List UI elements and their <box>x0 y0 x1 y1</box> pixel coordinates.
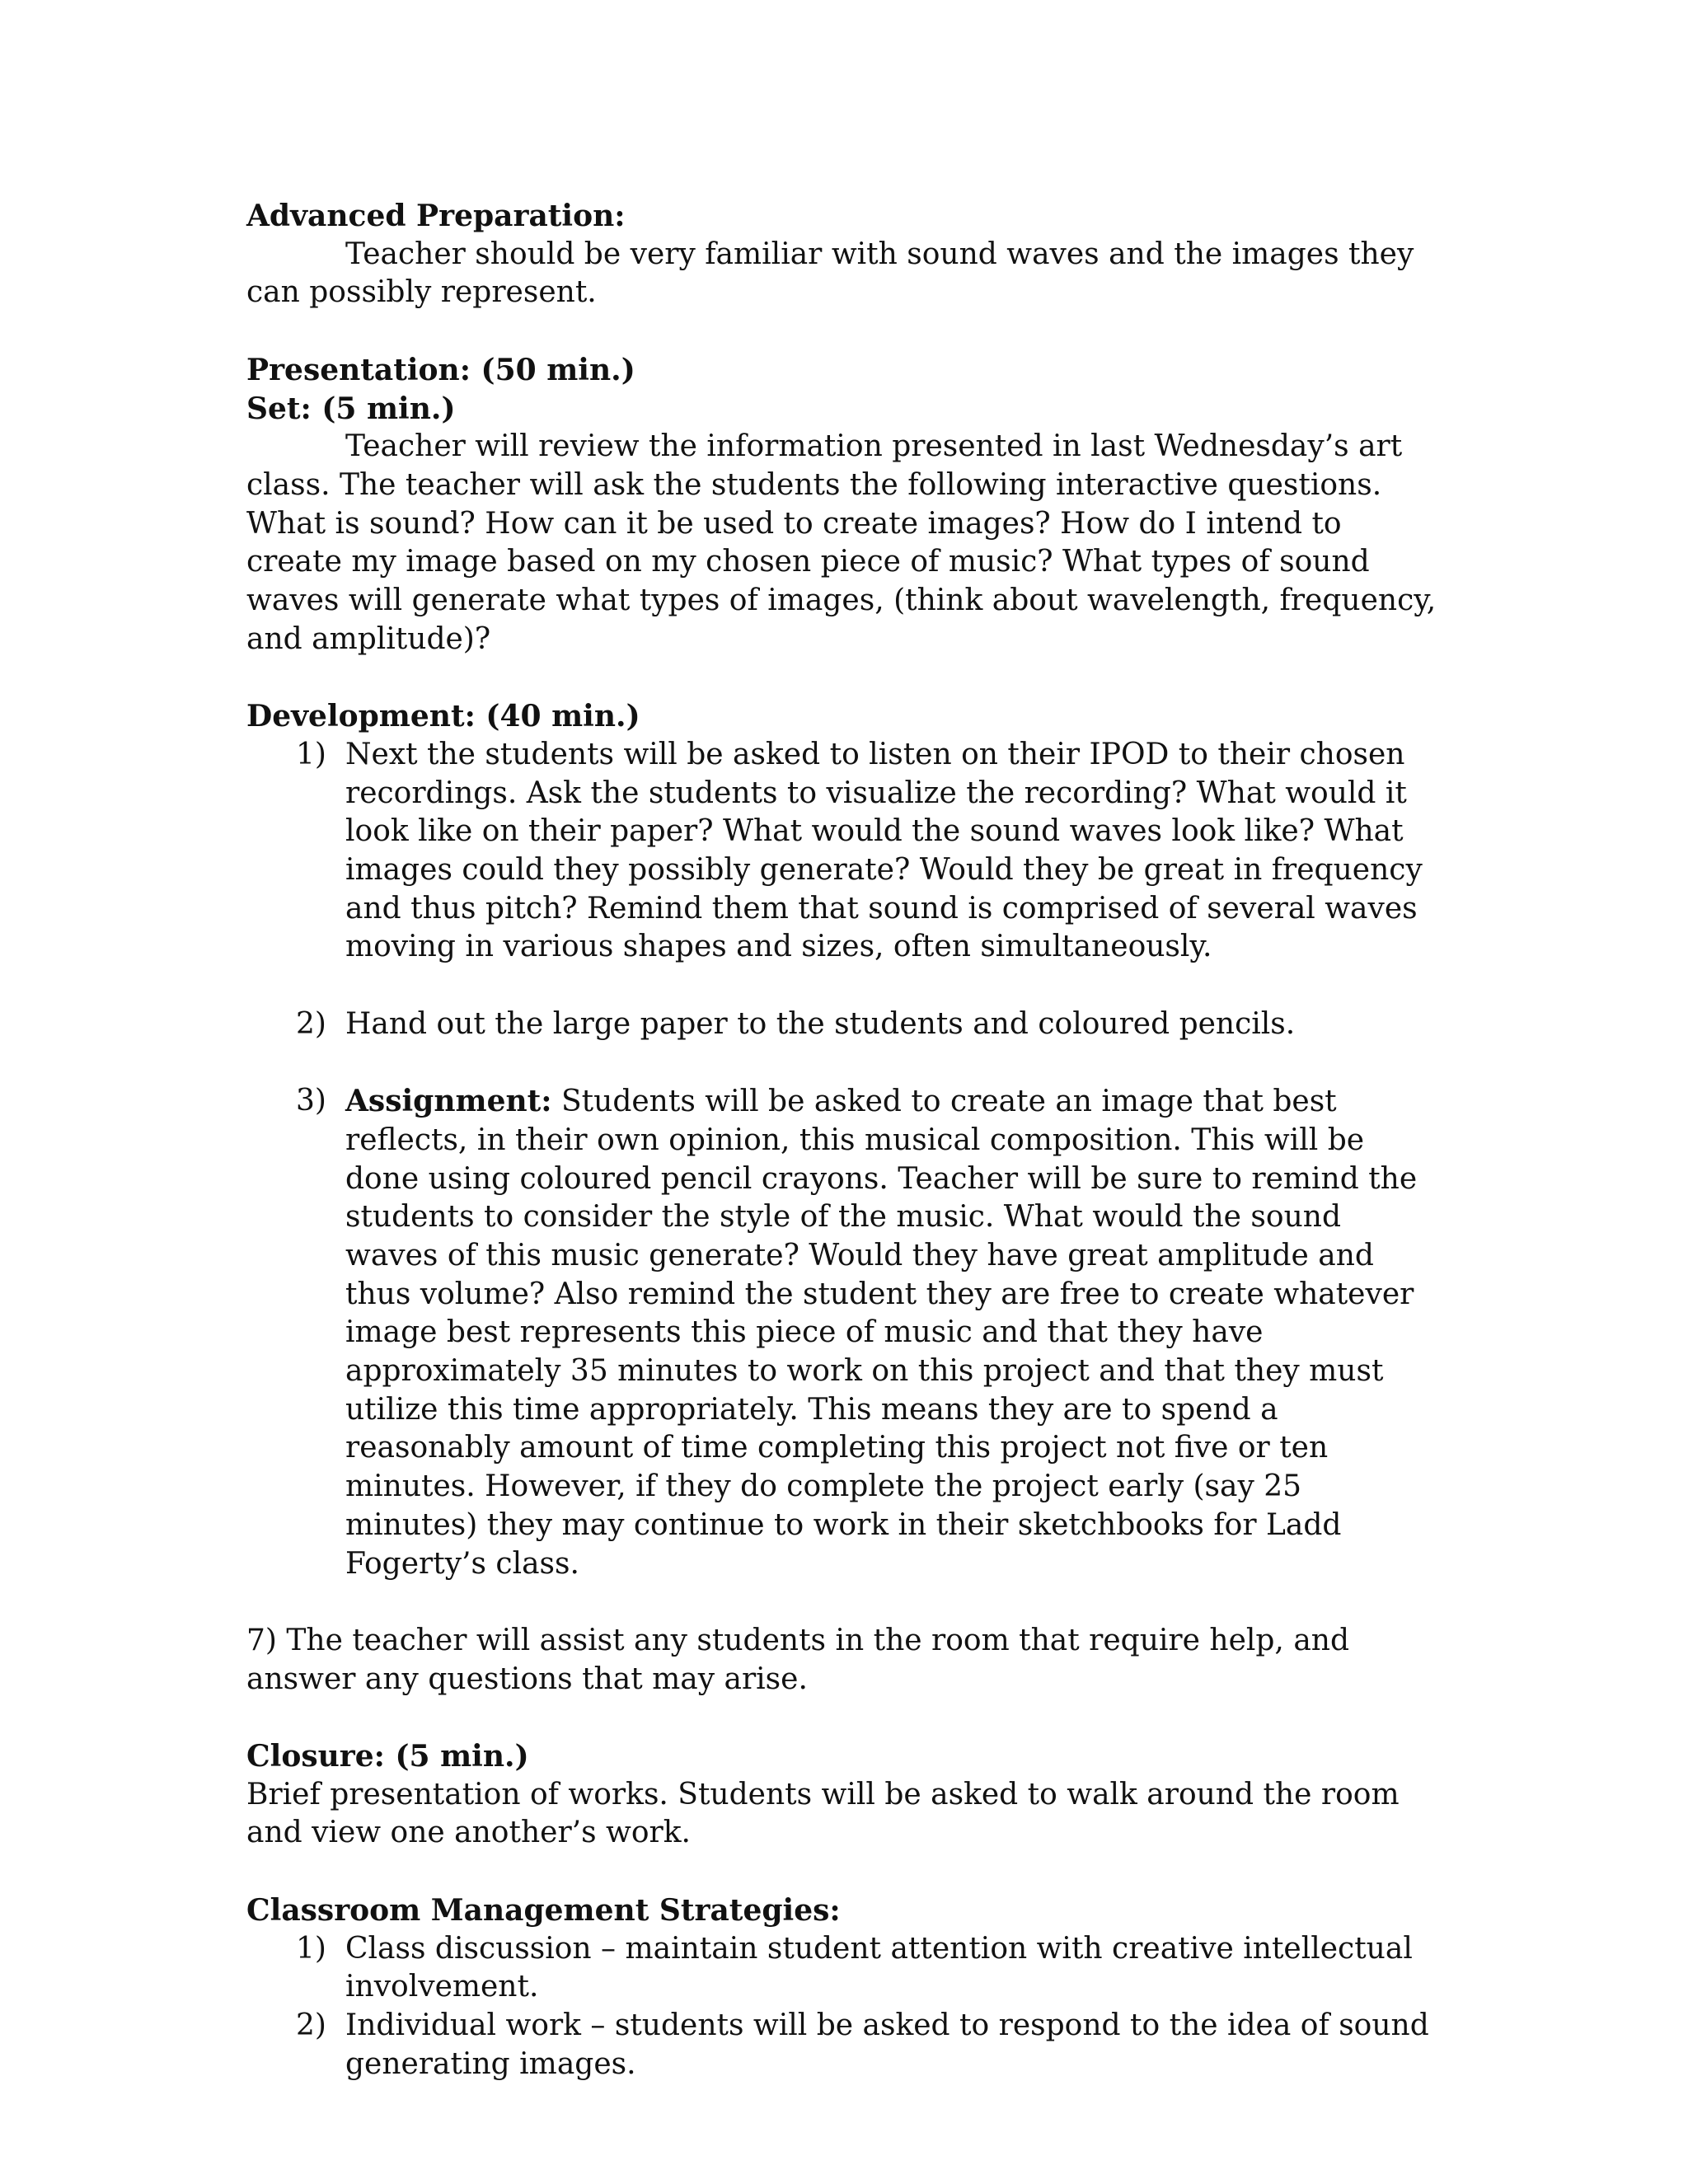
list-item-text: Class discussion – maintain student attention with creative intellectual involvement. <box>345 1931 1413 2004</box>
list-item-number: 3) <box>296 1084 326 1118</box>
list-item-text: Students will be asked to create an image that best reflects, in their own opinion, this musical composition. This will be done using coloured pencil crayons. Teacher will be sure to remind the students to consider the style of the music. What would the sound waves of this music generate? Would they have great amplitude and thus volume? Also remind the student they are free to create whatever image best represents this piece of music and that they have approximately 35 minutes to work on this project and that they must utilize this time appropriately. This means they are to spend a reasonably amount of time completing this project not five or ten minutes. However, if they do complete the project early (say 25 minutes) they may continue to work in their sketchbooks for Ladd Fogerty’s class. <box>345 1085 1418 1581</box>
closure-heading: Closure: (5 min.) <box>246 1739 529 1774</box>
set-text: Teacher will review the information presented in last Wednesday’s art class. The teacher will ask the students the following interactive questions. What is sound? How can it be used to create images? How do I intend to create my image based on my chosen piece of music? What types of sound waves will generate what types of images, (think about wavelength, frequency, and amplitude)? <box>246 429 1437 656</box>
classroom-management-list <box>246 1930 1442 2084</box>
list-item-text: Hand out the large paper to the students and coloured pencils. <box>345 1006 1296 1041</box>
list-item <box>246 1005 1442 1044</box>
assignment-label: Assignment: <box>345 1084 552 1119</box>
list-item-text: Next the students will be asked to listen on their IPOD to their chosen recordings. Ask the students to visualize the recording? What would it look like on their paper? What would the sound waves look like? What images could they possibly generate? Would they be great in frequency and thus pitch? Remind them that sound is comprised of several waves moving in various shapes and sizes, often simultaneously. <box>345 737 1423 964</box>
classroom-management-heading: Classroom Management Strategies: <box>246 1892 841 1928</box>
advanced-preparation-heading: Advanced Preparation: <box>246 199 626 233</box>
development-heading: Development: (40 min.) <box>246 699 640 734</box>
list-item <box>246 736 1442 967</box>
advanced-preparation-text: Teacher should be very familiar with sound waves and the images they can possibly represent. <box>246 237 1414 310</box>
list-item-number: 1) <box>296 737 326 771</box>
list-item <box>246 1930 1442 2007</box>
document-page <box>246 197 1442 2083</box>
list-item-number: 1) <box>296 1931 326 1966</box>
development-item-7: 7) The teacher will assist any students in the room that require help, and answer any questions that may arise. <box>246 1623 1350 1696</box>
closure-text: Brief presentation of works. Students will be asked to walk around the room and view one another’s work. <box>246 1777 1400 1850</box>
development-list <box>246 736 1442 1583</box>
list-item <box>246 1082 1442 1583</box>
list-item <box>246 2007 1442 2083</box>
list-item-number: 2) <box>296 2008 326 2042</box>
list-item-number: 2) <box>296 1006 326 1041</box>
list-item-text: Individual work – students will be asked to respond to the idea of sound generating images. <box>345 2008 1429 2081</box>
set-heading: Set: (5 min.) <box>246 391 456 426</box>
presentation-heading: Presentation: (50 min.) <box>246 352 635 387</box>
